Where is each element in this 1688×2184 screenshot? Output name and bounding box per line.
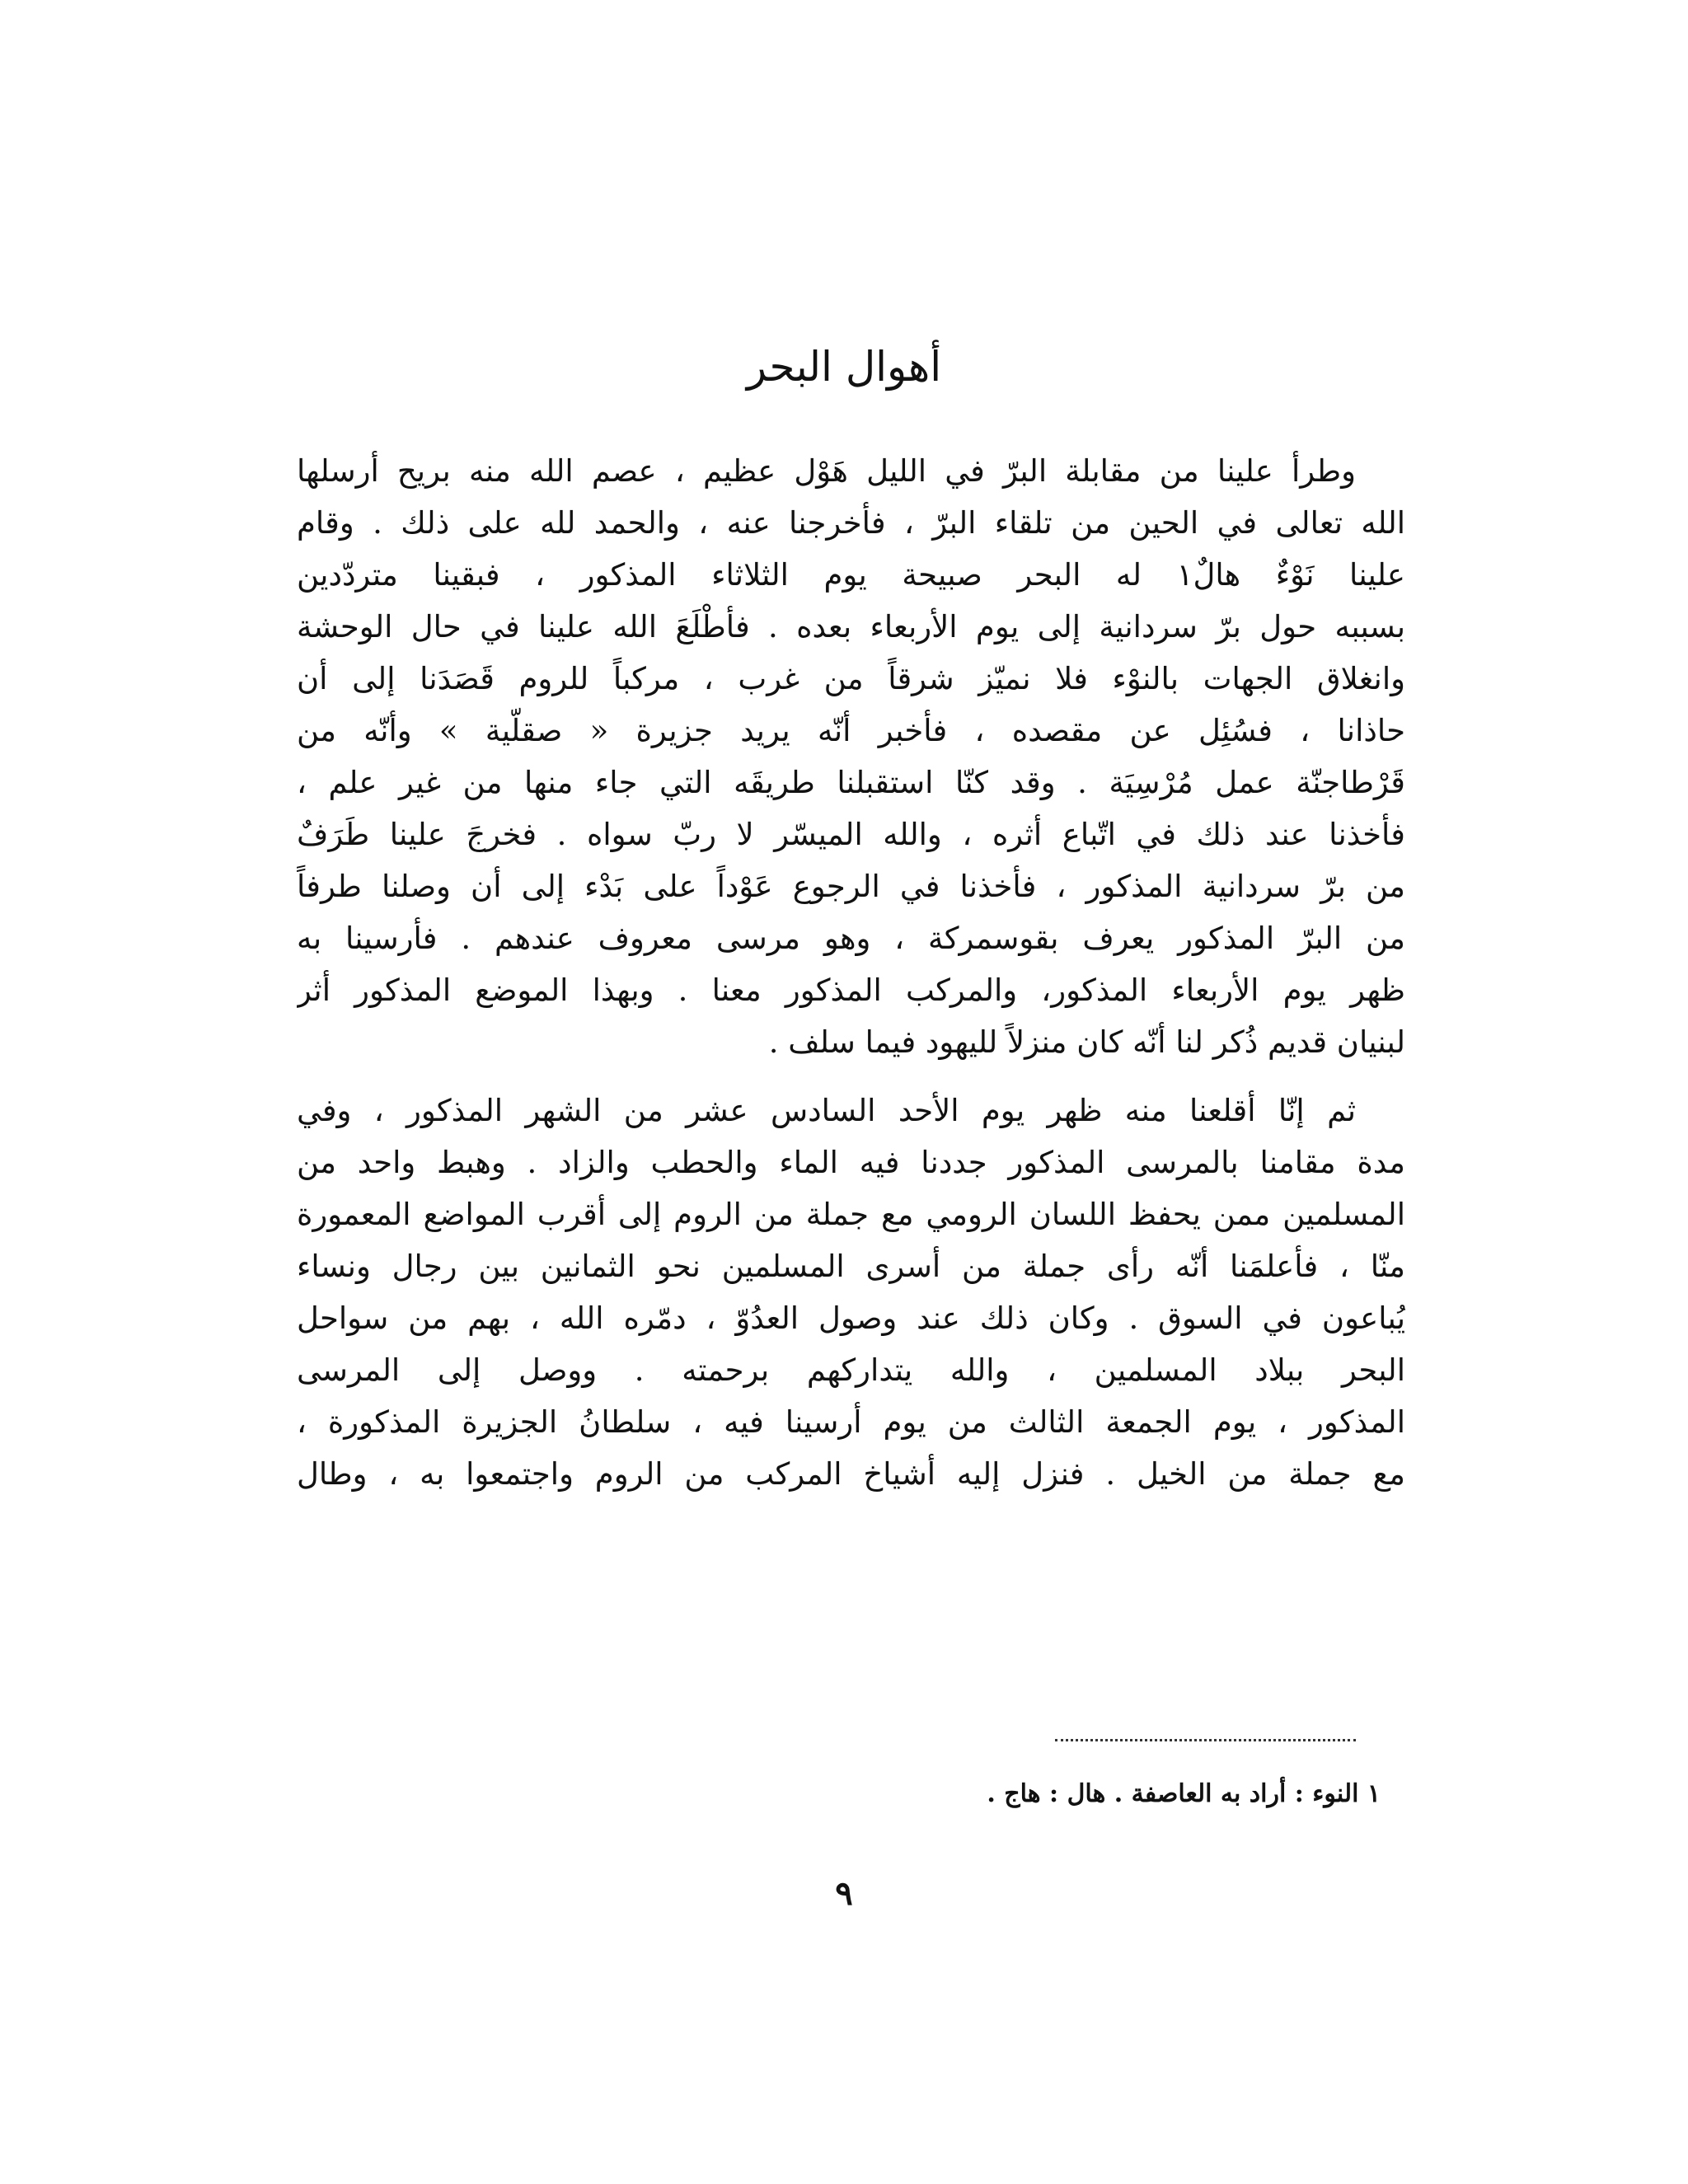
footnote-divider [1055,1739,1356,1741]
text-line: لبنيان قديم ذُكر لنا أنّه كان منزلاً لليهود فيما سلف . [768,1024,1405,1060]
page-number: ٩ [835,1874,853,1913]
text-line: بسببه حول برّ سردانية إلى يوم الأربعاء بعده . فأطْلَعَ الله علينا في حال الوحشة [297,609,1405,644]
paragraph [297,445,1405,1068]
text-line: الله تعالى في الحين من تلقاء البرّ ، فأخرجنا عنه ، والحمد لله على ذلك . وقام [297,505,1405,541]
body-text [297,445,1405,1500]
text-line: المذكور ، يوم الجمعة الثالث من يوم أرسينا فيه ، سلطانُ الجزيرة المذكورة ، [297,1404,1405,1440]
text-line: المسلمين ممن يحفظ اللسان الرومي مع جملة من الروم إلى أقرب المواضع المعمورة [297,1197,1405,1232]
paragraph [297,1085,1405,1500]
footnote: ١ النوء : أراد به العاصفة . هال : هاج . [987,1779,1381,1808]
text-line: من البرّ المذكور يعرف بقوسمركة ، وهو مرسى معروف عندهم . فأرسينا به [297,921,1405,956]
text-line: وانغلاق الجهات بالنوْء فلا نميّز شرقاً من غرب ، مركباً للروم قَصَدَنا إلى أن [297,661,1405,696]
text-line: يُباعون في السوق . وكان ذلك عند وصول العدُوّ ، دمّره الله ، بهم من سواحل [297,1301,1405,1336]
text-line: ظهر يوم الأربعاء المذكور، والمركب المذكور معنا . وبهذا الموضع المذكور أثر [297,972,1405,1008]
text-line: مدة مقامنا بالمرسى المذكور جددنا فيه الماء والحطب والزاد . وهبط واحد من [297,1145,1405,1180]
text-line: فأخذنا عند ذلك في اتّباع أثره ، والله الميسّر لا ربّ سواه . فخرجَ علينا طَرَفٌ [297,817,1405,852]
text-line: مع جملة من الخيل . فنزل إليه أشياخ المركب من الروم واجتمعوا به ، وطال [297,1456,1405,1492]
text-line: البحر ببلاد المسلمين ، والله يتداركهم برحمته . ووصل إلى المرسى [297,1352,1405,1388]
text-line: منّا ، فأعلمَنا أنّه رأى جملة من أسرى المسلمين نحو الثمانين بين رجال ونساء [297,1249,1405,1284]
text-line: حاذانا ، فسُئِل عن مقصده ، فأخبر أنّه يريد جزيرة « صقلّية » وأنّه من [297,713,1405,748]
text-line: من برّ سردانية المذكور ، فأخذنا في الرجوع عَوْداً على بَدْء إلى أن وصلنا طرفاً [297,869,1405,904]
text-line: علينا نَوْءٌ هالٌ١ له البحر صبيحة يوم الثلاثاء المذكور ، فبقينا متردّدين [297,557,1405,593]
paragraph-gap [297,1068,1405,1085]
text-line: قَرْطاجنّة عمل مُرْسِيَة . وقد كنّا استقبلنا طريقَه التي جاء منها من غير علم ، [297,765,1405,800]
text-line: وطرأ علينا من مقابلة البرّ في الليل هَوْل عظيم ، عصم الله منه بريح أرسلها [297,453,1356,489]
chapter-title: أهوال البحر [746,343,942,391]
text-line: ثم إنّا أقلعنا منه ظهر يوم الأحد السادس عشر من الشهر المذكور ، وفي [297,1093,1356,1128]
